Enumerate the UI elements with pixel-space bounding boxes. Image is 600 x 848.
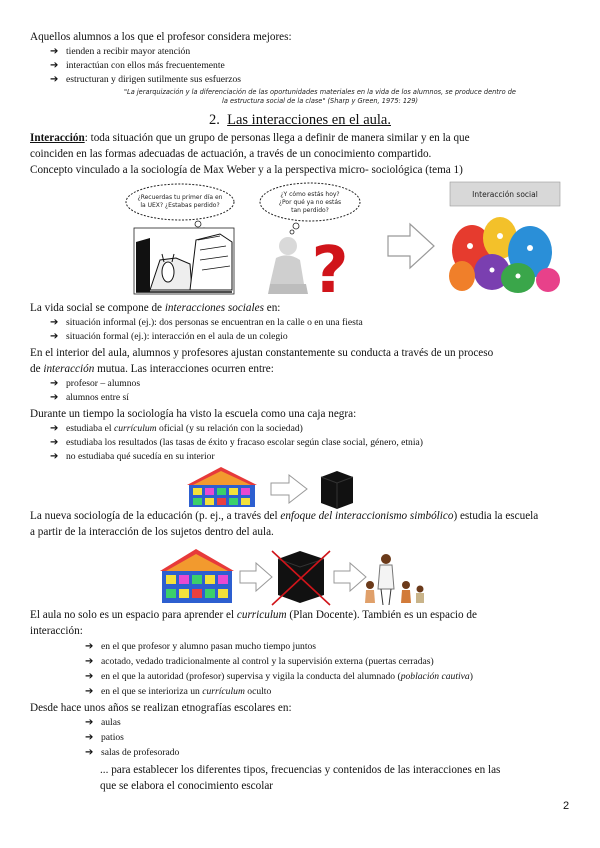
list-item: situación informal (ej.): dos personas se encuentran en la calle o en una fiesta [66,317,363,328]
quote-line: "La jerarquización y la diferenciación de las oportunidades materiales en la vida de los alumnos, se produce dentro de [124,88,516,96]
hidden-line-1 [30,608,575,622]
definition-text: : toda situación que un grupo de personas llega a definir de manera similar y en la que [84,132,470,144]
text-segment: ) [469,671,473,682]
bubble-text: la UEX? ¿Estabas perdido? [140,202,220,209]
figure-interaction-inside [158,545,428,607]
ethno-closing-2: que se elabora el conocimiento escolar [100,780,274,792]
text-italic: interacción [43,363,95,375]
list-item: interactúan con ellos más frecuentemente [66,60,225,71]
text-segment: El aula no solo es un espacio para aprender el [30,609,237,621]
thought-bubble-left [126,184,234,232]
school-building-image [187,467,257,507]
section-title: Las interacciones en el aula. [227,112,391,128]
page-number: 2 [563,800,570,812]
thinking-figure [268,234,349,300]
list-item: situación formal (ej.): interacción en el aula de un colegio [66,331,288,342]
arrow-icon: ➔ [85,641,94,652]
arrow-icon: ➔ [85,747,94,758]
list-item [66,423,303,435]
social-life-text [30,301,575,315]
list-item [101,686,271,698]
colorful-faces-image [449,217,560,293]
classroom-line-2 [30,362,575,376]
arrow-icon: ➔ [85,656,94,667]
school-building-image [160,549,234,603]
arrow-icon: ➔ [50,74,59,85]
text-segment: (Plan Docente). También es un espacio de [286,609,477,621]
list-item: tienden a recibir mayor atención [66,46,191,57]
list-item: estudiaba los resultados (las tasas de éxito y fracaso escolar según clase social, género, etnia) [66,437,423,448]
list-item: en el que profesor y alumno pasan mucho tiempo juntos [101,641,317,652]
text-segment: de [30,363,44,375]
crossed-black-box-image [272,551,330,605]
ethno-text: Desde hace unos años se realizan etnografías escolares en: [30,702,292,714]
text-segment: La vida social se compone de [30,302,165,314]
text-segment: La nueva sociología de la educación (p. ej., a través del [30,510,281,522]
quote-line: la estructura social de la clase" (Sharp y Green, 1975: 129) [221,97,419,105]
text-italic: currículum [202,686,245,697]
arrow-icon: ➔ [50,451,59,462]
list-item: estructuran y dirigen sutilmente sus esfuerzos [66,74,242,85]
definition-line [30,131,575,145]
text-segment: estudiaba el [66,423,114,434]
bubble-text: ¿Por qué ya no estás [278,199,342,206]
list-item: acotado, vedado tradicionalmente al control y la supervisión externa (puertas cerradas) [101,656,434,667]
text-segment: oculto [244,686,272,697]
arrow-icon: ➔ [50,392,59,403]
list-item: patios [101,732,124,743]
hidden-line-2: interacción: [30,625,83,637]
text-segment: en: [263,302,281,314]
bubble-text: tan perdido? [291,207,329,214]
bubble-text: ¿Y cómo estás hoy? [280,191,340,198]
new-sociology-line-2: a partir de la interacción de los sujetos dentro del aula. [30,526,274,538]
list-item: no estudiaba qué sucedía en su interior [66,451,215,462]
list-item: alumnos entre sí [66,392,129,403]
arrow-icon: ➔ [50,437,59,448]
text-italic: interacciones sociales [164,302,264,314]
question-mark-icon: ? [311,234,349,300]
text-segment: ) estudia la escuela [453,510,539,522]
arrow-icon: ➔ [85,717,94,728]
text-segment: en el que la autoridad (profesor) supervisa y vigila la conducta del alumnado ( [101,671,401,682]
arrow-icon: ➔ [85,671,94,682]
arrow-icon: ➔ [50,60,59,71]
arrow-icon: ➔ [85,686,94,697]
definition-term: Interacción [30,132,85,144]
section-number: 2. [209,112,220,128]
text-italic: currículum [113,423,157,434]
text-italic: población cautiva [400,671,470,682]
arrow-icon: ➔ [50,423,59,434]
bubble-text: ¿Recuerdas tu primer día en [137,194,223,201]
ethno-closing-1: ... para establecer los diferentes tipos, frecuencias y contenidos de las interacciones en las [100,764,501,776]
list-item: aulas [101,717,121,728]
right-arrow-icon [334,563,366,591]
definition-line-2: coinciden en las formas adecuadas de actuación, a través de un conocimiento compartido. [30,148,432,160]
black-box-text: Durante un tiempo la sociología ha visto la escuela como una caja negra: [30,408,357,420]
new-sociology-line-1 [30,509,575,523]
list-item: salas de profesorado [101,747,180,758]
arrow-icon: ➔ [50,331,59,342]
concept-text: Concepto vinculado a la sociología de Max Weber y a la perspectiva micro- sociológica (tema 1) [30,164,463,176]
classroom-line-1: En el interior del aula, alumnos y profesores ajustan constantemente su conducta a través de un proceso [30,347,494,359]
right-arrow-icon [388,224,434,268]
teacher-students-image [365,554,424,605]
text-segment: mutua. Las interacciones ocurren entre: [94,363,274,375]
list-item [101,671,473,683]
figure-social-interaction [120,180,570,300]
intro-text: Aquellos alumnos a los que el profesor considera mejores: [30,31,292,43]
right-arrow-icon [240,563,272,591]
arrow-icon: ➔ [50,46,59,57]
text-italic: enfoque del interaccionismo simbólico [280,510,454,522]
figure-school-black-box [185,465,365,509]
arrow-icon: ➔ [50,378,59,389]
right-arrow-icon [271,475,307,503]
arrow-icon: ➔ [85,732,94,743]
text-italic: curriculum [236,609,287,621]
thought-bubble-right [260,183,360,234]
sketch-cartoon [134,228,234,294]
text-segment: en el que se interioriza un [101,686,203,697]
black-box-image [321,471,353,509]
arrow-icon: ➔ [50,317,59,328]
list-item: profesor – alumnos [66,378,141,389]
interaction-label: Interacción social [472,190,538,199]
text-segment: oficial (y su relación con la sociedad) [156,423,303,434]
section-heading [0,112,600,129]
